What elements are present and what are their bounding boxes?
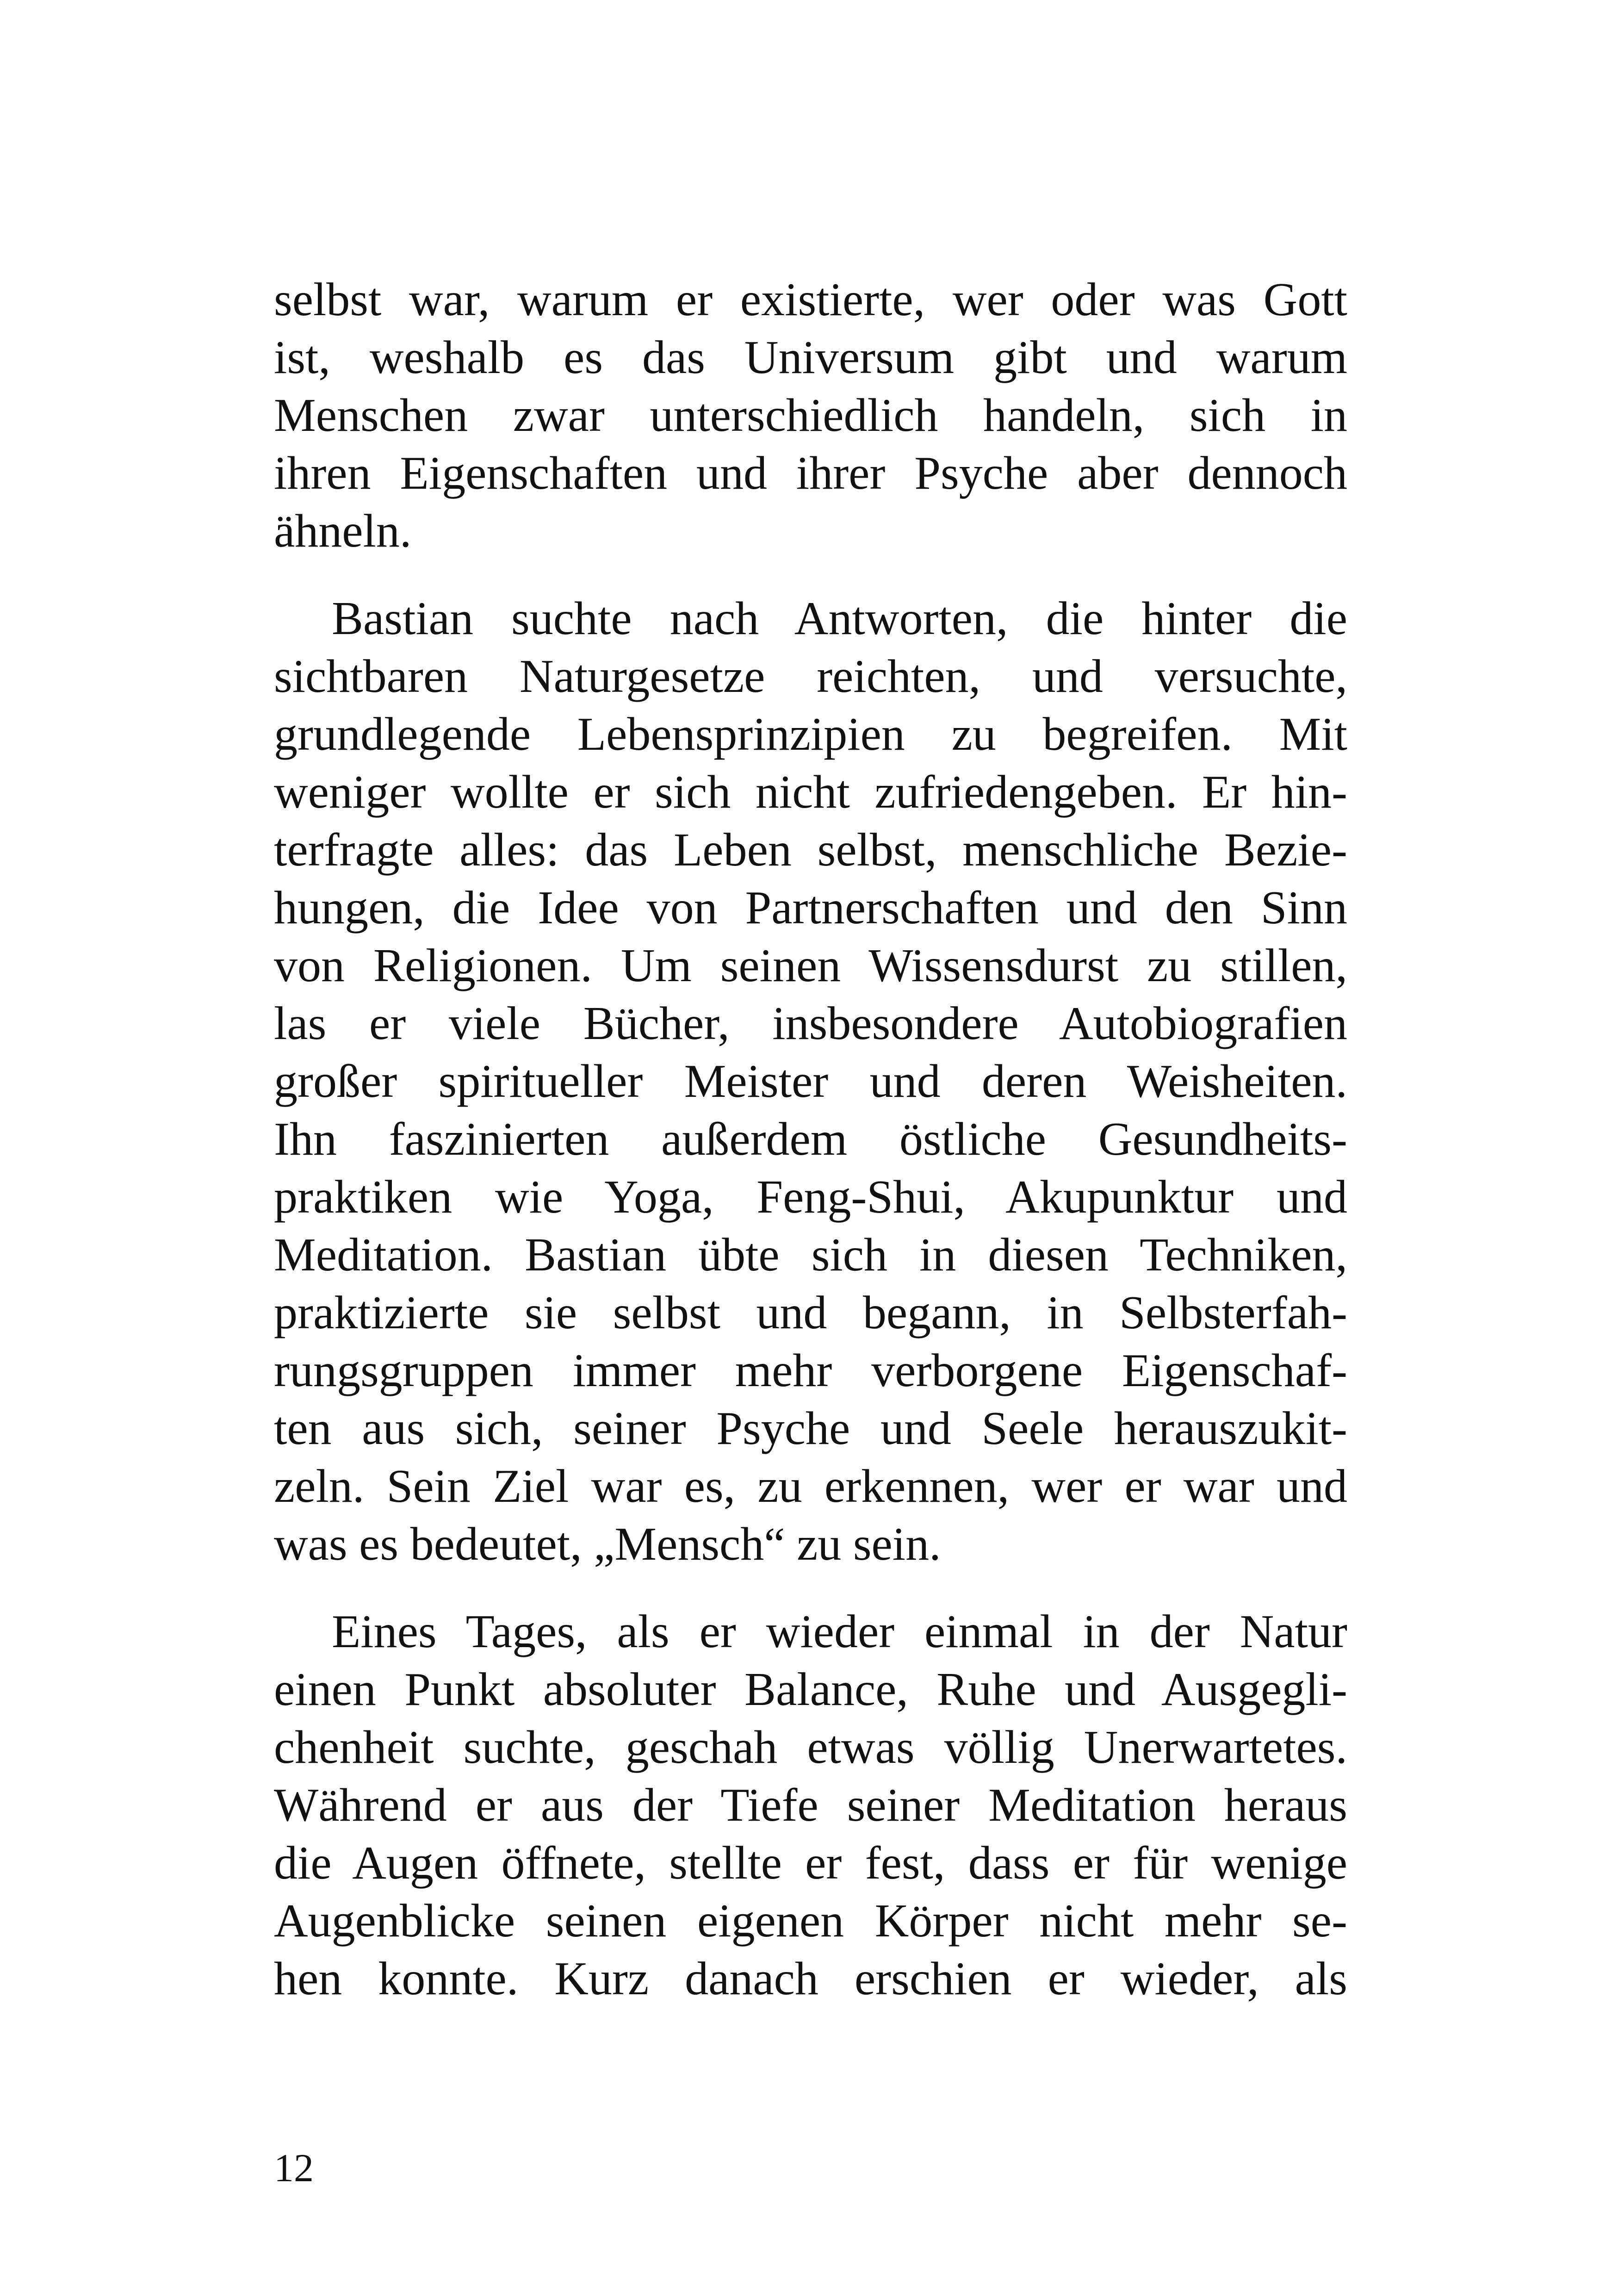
text-line: zeln. Sein Ziel war es, zu erkennen, wer er war und <box>274 1460 1347 1512</box>
text-line: grundlegende Lebensprinzipien zu begreifen. Mit <box>274 708 1347 760</box>
paragraph-2 <box>274 590 1347 1573</box>
text-line: hen konnte. Kurz danach erschien er wieder, als <box>274 1953 1347 2005</box>
text-line: ihren Eigenschaften und ihrer Psyche aber dennoch <box>274 447 1347 499</box>
text-line: selbst war, warum er existierte, wer oder was Gott <box>274 274 1347 326</box>
text-line: praktiken wie Yoga, Feng-Shui, Akupunktur und <box>274 1171 1347 1223</box>
text-line: von Religionen. Um seinen Wissensdurst zu stillen, <box>274 940 1347 992</box>
paragraph-1 <box>274 271 1347 560</box>
text-line: hungen, die Idee von Partnerschaften und den Sinn <box>274 882 1347 934</box>
text-line: weniger wollte er sich nicht zufriedengeben. Er hin- <box>274 766 1347 818</box>
text-line: rungsgruppen immer mehr verborgene Eigenschaf- <box>274 1344 1347 1397</box>
text-line: terfragte alles: das Leben selbst, menschliche Bezie- <box>274 824 1347 876</box>
text-line: las er viele Bücher, insbesondere Autobiografien <box>274 997 1347 1050</box>
text-line: großer spiritueller Meister und deren Weisheiten. <box>274 1055 1347 1108</box>
text-line: die Augen öffnete, stellte er fest, dass er für wenige <box>274 1837 1347 1889</box>
page-number: 12 <box>274 2146 314 2190</box>
text-line: Eines Tages, als er wieder einmal in der Natur <box>332 1605 1347 1658</box>
text-line: chenheit suchte, geschah etwas völlig Unerwartetes. <box>274 1721 1347 1773</box>
text-line: Meditation. Bastian übte sich in diesen Techniken, <box>274 1229 1347 1281</box>
text-line: ähneln. <box>274 505 412 557</box>
text-line: sichtbaren Naturgesetze reichten, und versuchte, <box>274 650 1347 703</box>
text-line: praktizierte sie selbst und begann, in Selbsterfah- <box>274 1287 1347 1339</box>
text-line: ist, weshalb es das Universum gibt und warum <box>274 331 1347 384</box>
body-text <box>274 271 1347 2008</box>
paragraph-3 <box>274 1603 1347 2008</box>
text-line: ten aus sich, seiner Psyche und Seele herauszukit- <box>274 1402 1347 1455</box>
text-line: was es bedeutet, „Mensch“ zu sein. <box>274 1518 941 1570</box>
text-line: Während er aus der Tiefe seiner Meditation heraus <box>274 1779 1347 1831</box>
text-line: Menschen zwar unterschiedlich handeln, sich in <box>274 389 1347 442</box>
text-line: Bastian suchte nach Antworten, die hinter die <box>332 592 1347 645</box>
text-line: Ihn faszinierten außerdem östliche Gesundheits- <box>274 1113 1347 1165</box>
text-line: einen Punkt absoluter Balance, Ruhe und Ausgegli- <box>274 1663 1347 1716</box>
text-line: Augenblicke seinen eigenen Körper nicht mehr se- <box>274 1895 1347 1947</box>
